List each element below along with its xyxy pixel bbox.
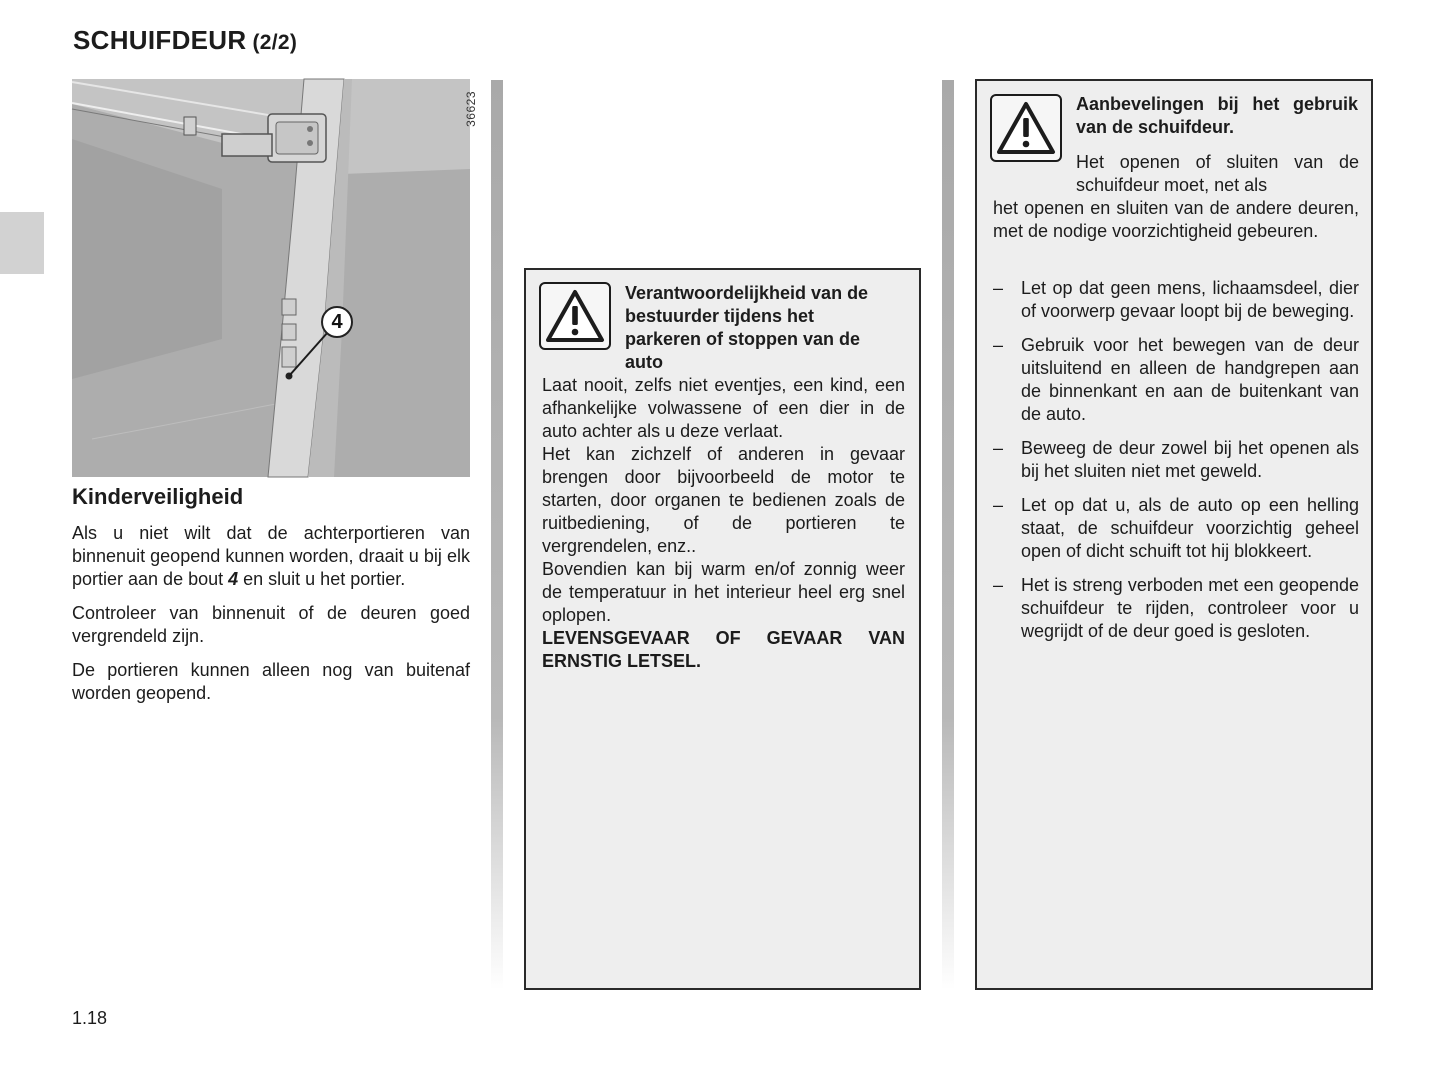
column-divider bbox=[942, 80, 954, 990]
paragraph: De portieren kunnen alleen nog van buitenaf worden geopend. bbox=[72, 660, 470, 703]
list-item-text: Het is streng verboden met een geopende schuifdeur te rijden, controleer voor u wegrijdt of de deur goed is gesloten. bbox=[1021, 575, 1359, 641]
dash: – bbox=[993, 335, 1004, 355]
paragraph: Bovendien kan bij warm en/of zonnig weer de temperatuur in het interieur heel erg snel oplopen. bbox=[542, 559, 905, 625]
warning-heading: Verantwoordelijkheid van de bestuurder tijdens het parkeren of stoppen van de auto bbox=[625, 283, 869, 372]
paragraph: Het kan zichzelf of anderen in gevaar brengen door bijvoorbeeld de motor te starten, door organen te bedienen zoals de ruitbediening, of de portieren te vergrendelen, enz.. bbox=[542, 444, 905, 556]
list-item-text: Let op dat geen mens, lichaamsdeel, dier of voorwerp gevaar loopt bij de beweging. bbox=[1021, 278, 1359, 321]
paragraph: Laat nooit, zelfs niet eventjes, een kind, een afhankelijke volwassene of een dier in de auto achter als u deze verlaat. bbox=[542, 375, 905, 441]
recommendation-list bbox=[993, 277, 1359, 654]
list-item-text: Beweeg de deur zowel bij het openen als bij het sluiten niet met geweld. bbox=[1021, 438, 1359, 481]
danger-statement: LEVENSGEVAAR OF GEVAAR VAN ERNSTIG LETSEL. bbox=[542, 628, 905, 671]
warning-triangle-icon bbox=[539, 282, 611, 350]
door-drawing bbox=[72, 79, 470, 477]
warning-heading: Aanbevelingen bij het gebruik van de schuifdeur. bbox=[1076, 94, 1358, 137]
door-illustration bbox=[72, 79, 478, 477]
page-title bbox=[73, 25, 297, 56]
page-title-part: (2/2) bbox=[252, 31, 298, 54]
list-item-text: Gebruik voor het bewegen van de deur uitsluitend en alleen de handgrepen aan de binnenkant en aan de buitenkant van de auto. bbox=[1021, 335, 1359, 424]
intro-first: Het openen of sluiten van de schuifdeur moet, net als bbox=[1076, 152, 1359, 195]
warning-intro bbox=[993, 151, 1359, 243]
dash: – bbox=[993, 278, 1004, 298]
page-number: 1.18 bbox=[72, 1008, 108, 1028]
paragraph: Controleer van binnenuit of de deuren goed vergrendeld zijn. bbox=[72, 603, 470, 646]
chapter-tab bbox=[0, 212, 44, 274]
paragraph bbox=[72, 522, 470, 591]
column-divider bbox=[491, 80, 503, 990]
page-title-text: SCHUIFDEUR bbox=[73, 25, 247, 55]
warning-box-parking bbox=[524, 268, 921, 990]
figure-number: 36623 bbox=[464, 91, 478, 127]
callout-label: 4 bbox=[321, 306, 353, 338]
list-item bbox=[993, 437, 1359, 483]
list-item bbox=[993, 277, 1359, 323]
child-safety-text bbox=[72, 522, 470, 716]
dash: – bbox=[993, 438, 1004, 458]
warning-body bbox=[542, 374, 905, 673]
list-item bbox=[993, 574, 1359, 643]
warning-box-sliding-door bbox=[975, 79, 1373, 990]
list-item-text: Let op dat u, als de auto op een helling staat, de schuifdeur voorzichtig geheel open of dicht schuift tot hij blokkeert. bbox=[1021, 495, 1359, 561]
list-item bbox=[993, 334, 1359, 426]
dash: – bbox=[993, 575, 1004, 595]
intro-rest: het openen en sluiten van de andere deuren, met de nodige voorzichtigheid gebeuren. bbox=[993, 198, 1359, 241]
text-part: en sluit u het portier. bbox=[238, 569, 406, 589]
section-heading: Kinderveiligheid bbox=[72, 484, 244, 509]
text-part: Als u niet wilt dat de achterportieren van binnenuit geopend kunnen worden, draait u bij elk portier aan de bout bbox=[72, 523, 470, 589]
list-item bbox=[993, 494, 1359, 563]
dash: – bbox=[993, 495, 1004, 515]
bolt-reference: 4 bbox=[228, 569, 239, 589]
